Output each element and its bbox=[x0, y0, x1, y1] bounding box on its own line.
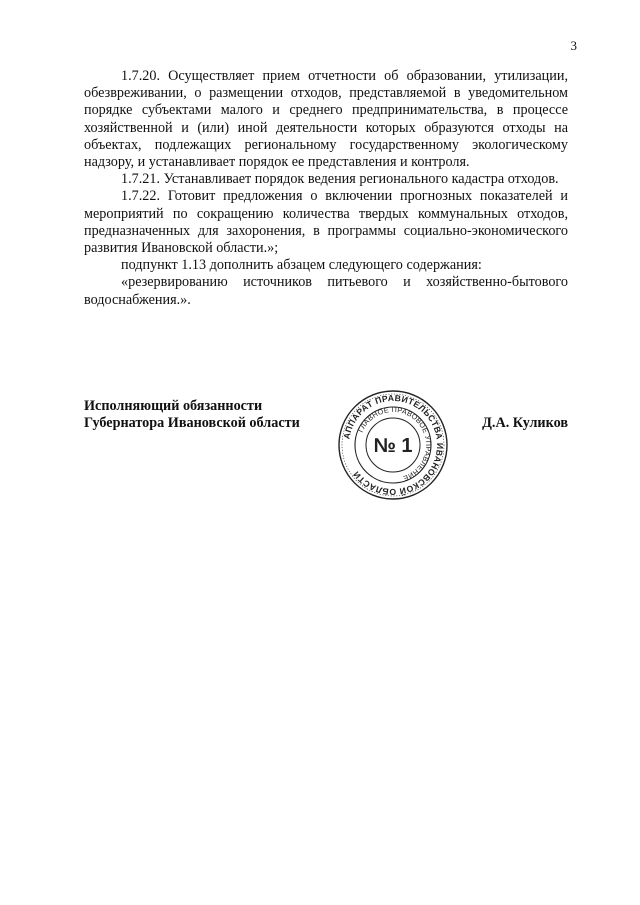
official-seal-stamp bbox=[336, 388, 450, 502]
page-number: 3 bbox=[570, 38, 577, 53]
paragraph-subclause-1-13: подпункт 1.13 дополнить абзацем следующего содержания: bbox=[121, 257, 482, 274]
signature-block bbox=[84, 392, 568, 518]
document-body bbox=[84, 68, 568, 309]
signer-position-line-2: Губернатора Ивановской области bbox=[84, 415, 300, 432]
seal-inner-text: ГЛАВНОЕ ПРАВОВОЕ УПРАВЛЕНИЕ bbox=[355, 404, 434, 484]
paragraph-water-supply: «резервированию источников питьевого и хозяйственно-бытового водоснабжения.». bbox=[84, 274, 568, 308]
paragraph-1-7-20: 1.7.20. Осуществляет прием отчетности об образовании, утилизации, обезвреживании, о размещении отходов, представляемой в уведомительном порядке субъектами малого и среднего предпринимательства, в процессе хозяйственной и (или) иной деятельности которых образуются отходы на объектах, подлежащих региональному государственному экологическому надзору, и устанавливает порядок ее представления и контроля. bbox=[84, 68, 568, 171]
paragraph-1-7-21: 1.7.21. Устанавливает порядок ведения регионального кадастра отходов. bbox=[121, 171, 559, 188]
signer-name: Д.А. Куликов bbox=[482, 415, 568, 431]
seal-number: № 1 bbox=[373, 435, 413, 457]
signer-position bbox=[84, 398, 300, 432]
seal-ring-text: АППАРАТ ПРАВИТЕЛЬСТВА ИВАНОВСКОЙ ОБЛАСТИ bbox=[341, 392, 446, 498]
paragraph-1-7-22: 1.7.22. Готовит предложения о включении прогнозных показателей и мероприятий по сокращению количества твердых коммунальных отходов, предназначенных для захоронения, в программы социально-экономического развития Ивановской области.»; bbox=[84, 188, 568, 257]
signer-position-line-1: Исполняющий обязанности bbox=[84, 398, 263, 414]
